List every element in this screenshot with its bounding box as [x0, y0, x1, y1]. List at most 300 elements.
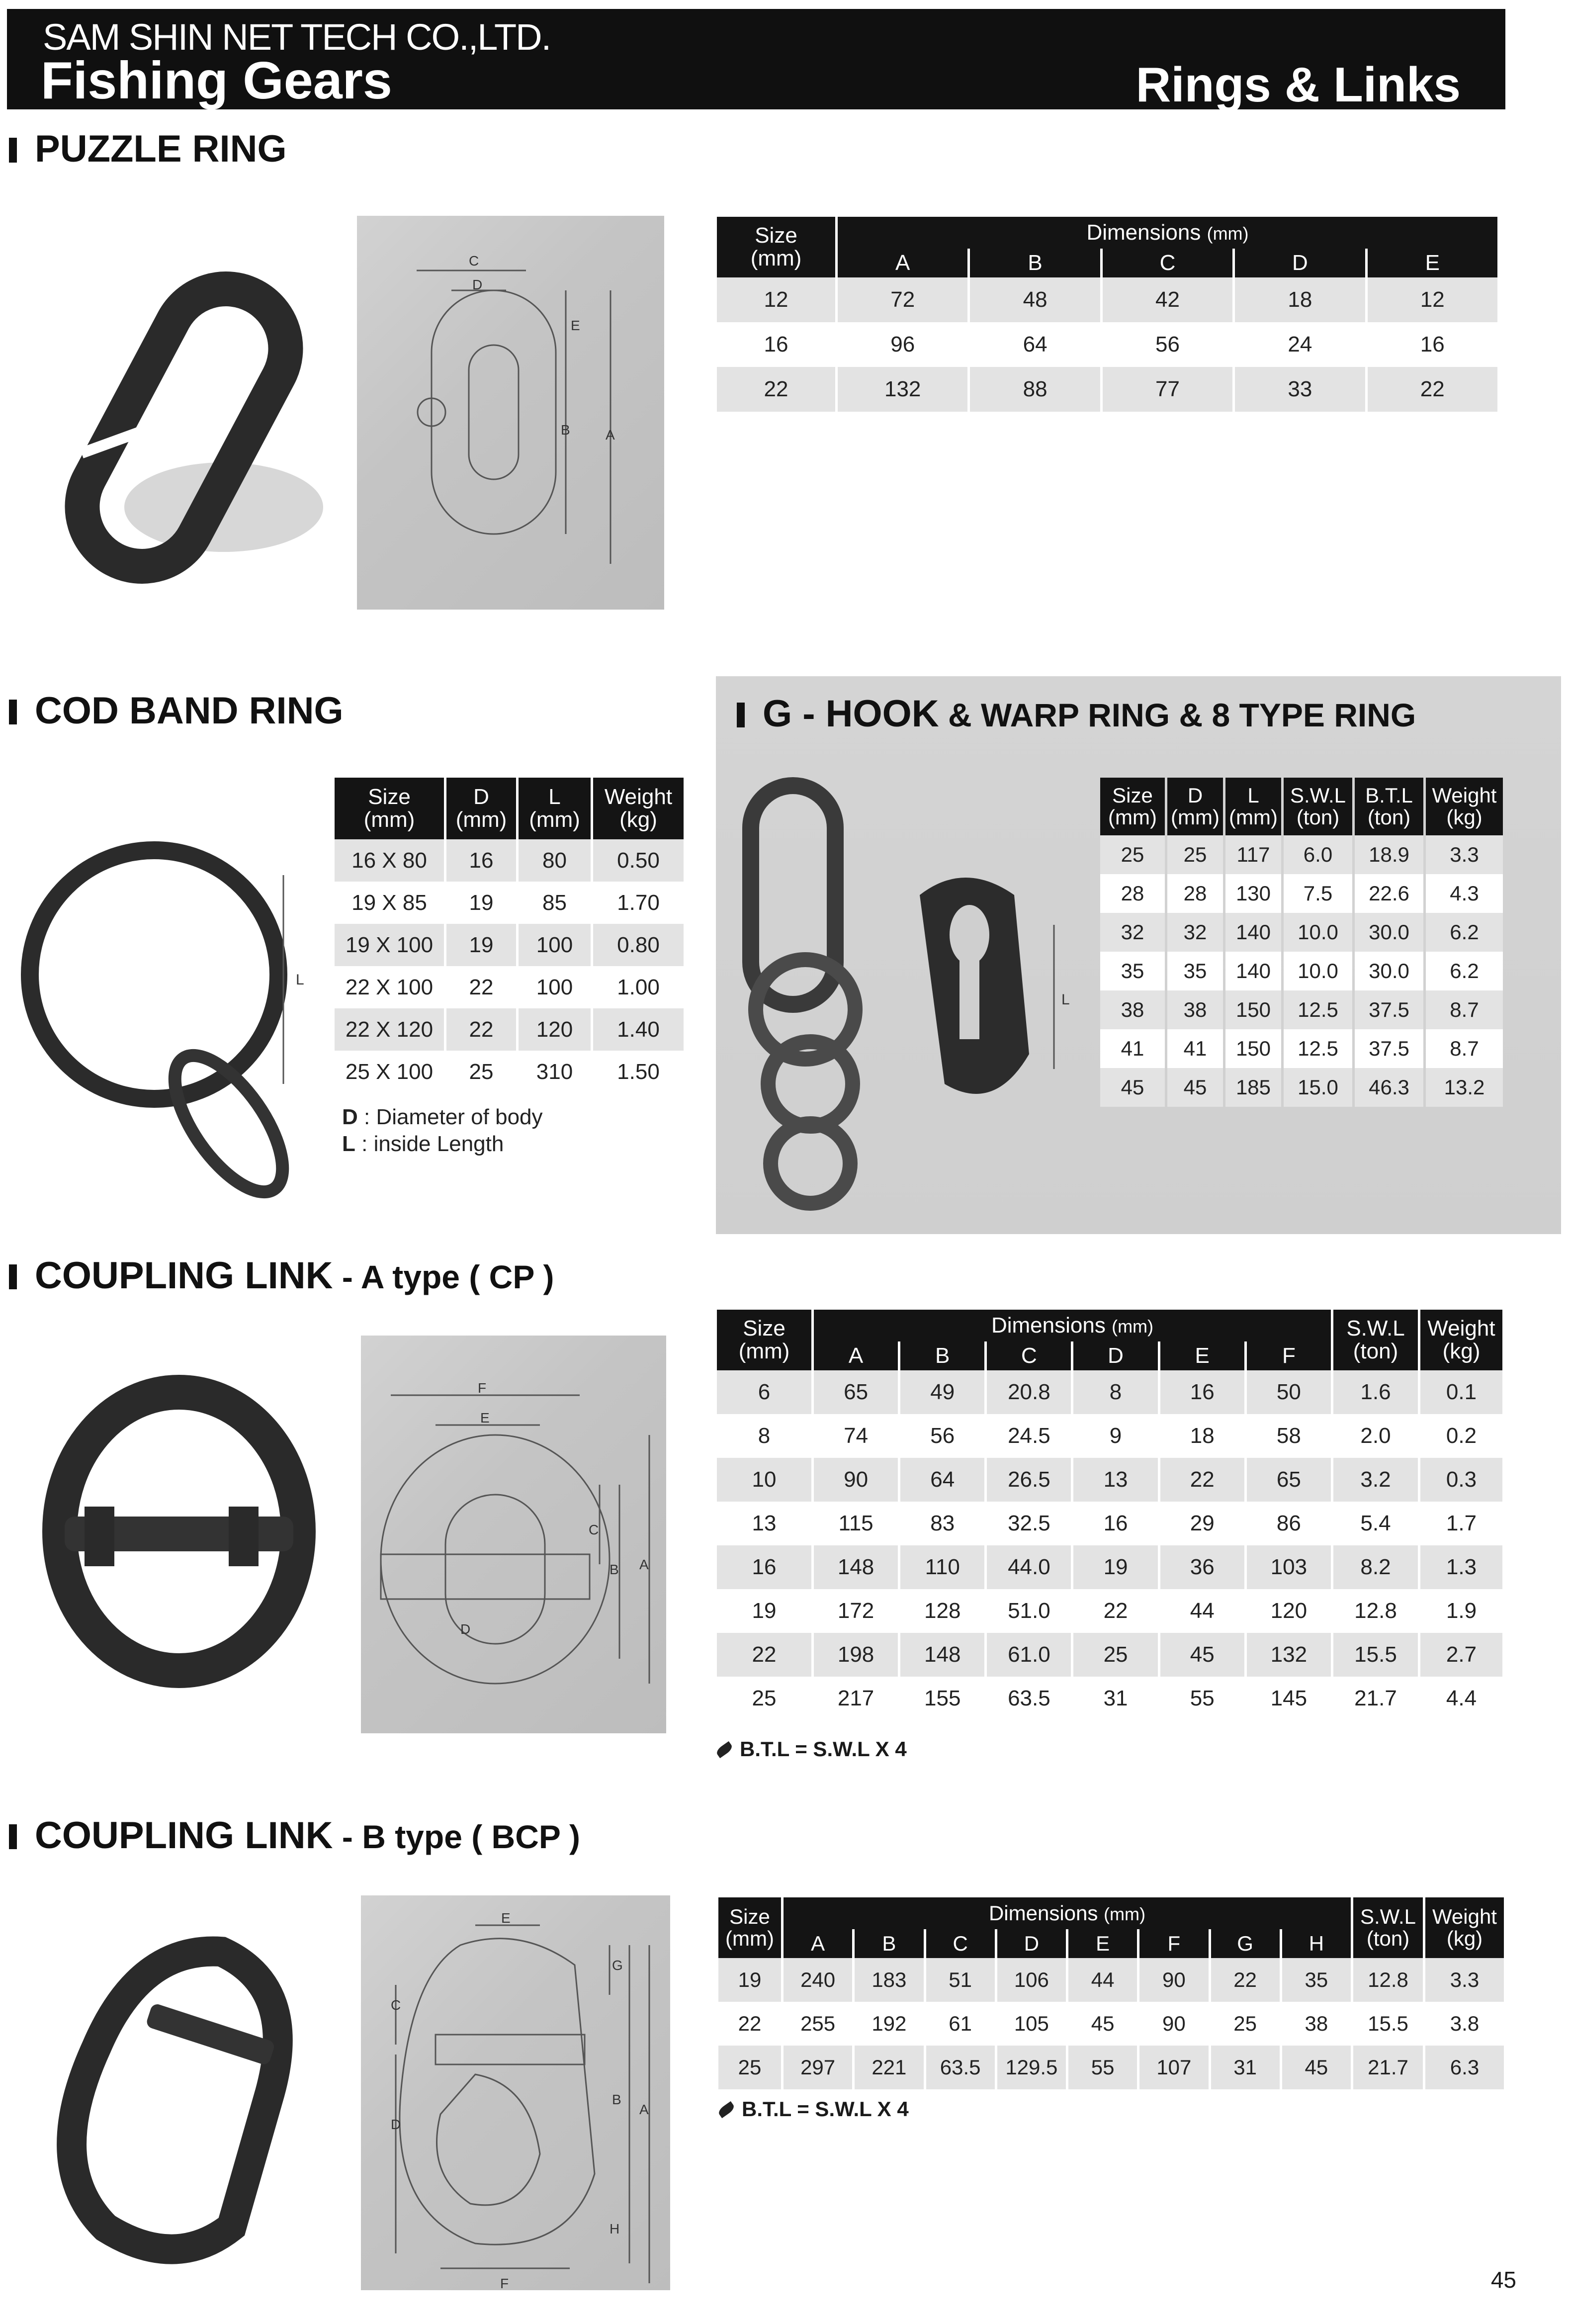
table-cell: 22 — [1211, 1958, 1280, 2002]
table-cell: 5.4 — [1333, 1502, 1418, 1545]
dim-label-e: E — [480, 1410, 490, 1426]
table-cell: 22 — [1160, 1458, 1244, 1502]
table-cell: 1.6 — [1333, 1370, 1418, 1414]
table-cell: 96 — [838, 322, 967, 367]
table-row — [1100, 1068, 1503, 1107]
table-row — [335, 839, 684, 882]
table-cell: 55 — [1068, 2046, 1137, 2089]
table-cell: 33 — [1235, 367, 1365, 412]
puzzle-ring-photo — [35, 249, 333, 607]
puzzle-ring-drawing — [357, 216, 664, 610]
table-cell: 32.5 — [987, 1502, 1071, 1545]
table-row — [717, 1633, 1502, 1677]
table-cell: 8.7 — [1426, 990, 1503, 1029]
table-cell: 10.0 — [1284, 913, 1352, 952]
table-cell: 41 — [1100, 1029, 1165, 1068]
table-cell: 3.2 — [1333, 1458, 1418, 1502]
table-cell: 18 — [1160, 1414, 1244, 1458]
table-cell: 44 — [1068, 1958, 1137, 2002]
table-cell: 51 — [926, 1958, 995, 2002]
table-cell: 19 X 85 — [335, 882, 444, 924]
table-cell: 19 — [446, 882, 516, 924]
table-cell: 19 — [1073, 1545, 1157, 1589]
leaf-bullet-icon — [715, 1741, 734, 1758]
col-header-a: A — [814, 1341, 898, 1370]
table-cell: 46.3 — [1355, 1068, 1423, 1107]
table-cell: 45 — [1160, 1633, 1244, 1677]
col-header-dimensions: Dimensions (mm) — [784, 1897, 1351, 1929]
dim-label-b: B — [561, 422, 570, 438]
dim-label-c: C — [391, 1997, 401, 2013]
table-cell: 44.0 — [987, 1545, 1071, 1589]
table-cell: 198 — [814, 1633, 898, 1677]
dim-label-b: B — [612, 2092, 621, 2107]
table-cell: 13 — [1073, 1458, 1157, 1502]
table-row — [335, 1008, 684, 1051]
table-cell: 37.5 — [1355, 1029, 1423, 1068]
table-cell: 12.8 — [1333, 1589, 1418, 1633]
table-cell: 1.7 — [1420, 1502, 1502, 1545]
table-row — [717, 1677, 1502, 1720]
table-cell: 83 — [900, 1502, 984, 1545]
section-title-coupling-b: COUPLING LINK - B type ( BCP ) — [9, 1814, 580, 1857]
table-cell: 16 X 80 — [335, 839, 444, 882]
table-cell: 148 — [814, 1545, 898, 1589]
table-cell: 240 — [784, 1958, 852, 2002]
table-row — [335, 1051, 684, 1093]
table-cell: 1.00 — [593, 966, 684, 1008]
table-cell: 18 — [1235, 277, 1365, 322]
page-number: 45 — [1490, 2267, 1516, 2293]
dim-label-d: D — [472, 277, 483, 292]
dim-label-g: G — [612, 1958, 623, 1973]
table-cell: 150 — [1225, 990, 1281, 1029]
table-cell: 12 — [1368, 277, 1497, 322]
table-row — [718, 1958, 1504, 2002]
table-cell: 16 — [717, 1545, 811, 1589]
table-cell: 16 — [717, 322, 835, 367]
table-cell: 29 — [1160, 1502, 1244, 1545]
table-cell: 12.5 — [1284, 1029, 1352, 1068]
col-header-e: E — [1068, 1929, 1137, 1958]
col-header-d: D — [1073, 1341, 1157, 1370]
col-header-f: F — [1247, 1341, 1331, 1370]
table-cell: 128 — [900, 1589, 984, 1633]
table-cell: 1.9 — [1420, 1589, 1502, 1633]
dim-label-e: E — [501, 1910, 511, 1926]
dim-label-c: C — [469, 253, 479, 268]
table-cell: 3.8 — [1425, 2002, 1504, 2046]
table-cell: 4.3 — [1426, 874, 1503, 913]
table-cell: 48 — [970, 277, 1100, 322]
table-cell: 22 — [718, 2002, 781, 2046]
table-cell: 7.5 — [1284, 874, 1352, 913]
table-cell: 13 — [717, 1502, 811, 1545]
table-cell: 35 — [1282, 1958, 1351, 2002]
table-cell: 22.6 — [1355, 874, 1423, 913]
col-header-c: C — [926, 1929, 995, 1958]
table-cell: 172 — [814, 1589, 898, 1633]
table-cell: 22 — [717, 1633, 811, 1677]
table-cell: 90 — [1139, 1958, 1208, 2002]
table-cell: 22 — [1073, 1589, 1157, 1633]
table-row — [717, 1589, 1502, 1633]
table-cell: 107 — [1139, 2046, 1208, 2089]
table-cell: 6.0 — [1284, 835, 1352, 874]
col-header-size: Size (mm) — [717, 1310, 811, 1370]
table-cell: 117 — [1225, 835, 1281, 874]
page-header — [7, 9, 1505, 112]
table-cell: 45 — [1282, 2046, 1351, 2089]
dim-label-a: A — [639, 1557, 649, 1572]
table-cell: 148 — [900, 1633, 984, 1677]
table-cell: 3.3 — [1426, 835, 1503, 874]
table-cell: 25 — [446, 1051, 516, 1093]
table-cell: 1.50 — [593, 1051, 684, 1093]
table-cell: 74 — [814, 1414, 898, 1458]
table-cell: 32 — [1167, 913, 1223, 952]
table-cell: 1.3 — [1420, 1545, 1502, 1589]
table-cell: 38 — [1100, 990, 1165, 1029]
table-cell: 6.2 — [1426, 913, 1503, 952]
col-header-h: H — [1282, 1929, 1351, 1958]
table-cell: 88 — [970, 367, 1100, 412]
table-cell: 16 — [446, 839, 516, 882]
col-header-weight: Weight (kg) — [1420, 1310, 1502, 1370]
col-header-b: B — [900, 1341, 984, 1370]
table-cell: 25 X 100 — [335, 1051, 444, 1093]
table-cell: 20.8 — [987, 1370, 1071, 1414]
dim-label-f: F — [500, 2276, 509, 2290]
section-bar-icon — [737, 703, 745, 727]
col-header-size: Size (mm) — [1100, 778, 1165, 835]
table-cell: 0.80 — [593, 924, 684, 966]
table-cell: 50 — [1247, 1370, 1331, 1414]
dim-label-l: L — [296, 972, 304, 988]
table-cell: 22 — [717, 367, 835, 412]
table-cell: 85 — [519, 882, 591, 924]
table-cell: 140 — [1225, 913, 1281, 952]
dim-label-d: D — [460, 1621, 471, 1637]
table-row — [1100, 913, 1503, 952]
table-cell: 30.0 — [1355, 952, 1423, 990]
col-header-f: F — [1139, 1929, 1208, 1958]
table-cell: 61.0 — [987, 1633, 1071, 1677]
table-cell: 140 — [1225, 952, 1281, 990]
table-cell: 25 — [1167, 835, 1223, 874]
table-cell: 90 — [1139, 2002, 1208, 2046]
table-cell: 10.0 — [1284, 952, 1352, 990]
table-row — [717, 1502, 1502, 1545]
table-row — [335, 882, 684, 924]
col-header-d: D — [997, 1929, 1066, 1958]
table-row — [717, 1545, 1502, 1589]
table-cell: 45 — [1100, 1068, 1165, 1107]
table-cell: 58 — [1247, 1414, 1331, 1458]
table-cell: 26.5 — [987, 1458, 1071, 1502]
table-cell: 45 — [1167, 1068, 1223, 1107]
table-cell: 21.7 — [1353, 2046, 1423, 2089]
col-header-a: A — [784, 1929, 852, 1958]
table-cell: 150 — [1225, 1029, 1281, 1068]
table-cell: 25 — [717, 1677, 811, 1720]
section-title-puzzle-ring — [9, 127, 287, 171]
col-header-btl: B.T.L (ton) — [1355, 778, 1423, 835]
table-cell: 192 — [855, 2002, 923, 2046]
cod-note-d: D : Diameter of body — [342, 1105, 543, 1129]
table-cell: 100 — [519, 924, 591, 966]
dim-label-a: A — [639, 2102, 649, 2117]
table-cell: 22 — [1368, 367, 1497, 412]
table-cell: 21.7 — [1333, 1677, 1418, 1720]
coupling-a-table — [714, 1310, 1505, 1720]
table-cell: 25 — [718, 2046, 781, 2089]
table-cell: 61 — [926, 2002, 995, 2046]
table-cell: 15.5 — [1353, 2002, 1423, 2046]
table-cell: 38 — [1167, 990, 1223, 1029]
col-header-size: Size (mm) — [718, 1897, 781, 1958]
table-cell: 6.3 — [1425, 2046, 1504, 2089]
table-cell: 2.0 — [1333, 1414, 1418, 1458]
table-cell: 55 — [1160, 1677, 1244, 1720]
col-header-b: B — [970, 249, 1100, 277]
table-cell: 16 — [1160, 1370, 1244, 1414]
col-header-swl: S.W.L (ton) — [1333, 1310, 1418, 1370]
table-cell: 28 — [1167, 874, 1223, 913]
table-cell: 12.5 — [1284, 990, 1352, 1029]
cod-band-ring-photo — [5, 825, 323, 1213]
col-header-d: D (mm) — [446, 778, 516, 839]
table-cell: 24.5 — [987, 1414, 1071, 1458]
table-cell: 100 — [519, 966, 591, 1008]
table-cell: 64 — [970, 322, 1100, 367]
dim-label-h: H — [610, 2221, 620, 2236]
cod-note-l: L : inside Length — [342, 1132, 504, 1156]
table-row — [335, 966, 684, 1008]
col-header-size: Size (mm) — [717, 217, 835, 277]
section-title-coupling-a: COUPLING LINK - A type ( CP ) — [9, 1254, 554, 1297]
col-header-d: D — [1235, 249, 1365, 277]
table-cell: 15.0 — [1284, 1068, 1352, 1107]
table-cell: 155 — [900, 1677, 984, 1720]
table-cell: 8.7 — [1426, 1029, 1503, 1068]
dim-label-d: D — [391, 2117, 401, 2132]
table-cell: 8 — [717, 1414, 811, 1458]
col-header-d: D (mm) — [1167, 778, 1223, 835]
table-cell: 10 — [717, 1458, 811, 1502]
col-header-dimensions: Dimensions (mm) — [838, 217, 1497, 249]
table-cell: 19 — [718, 1958, 781, 2002]
table-cell: 22 — [446, 966, 516, 1008]
table-cell: 31 — [1211, 2046, 1280, 2089]
table-cell: 35 — [1100, 952, 1165, 990]
table-cell: 51.0 — [987, 1589, 1071, 1633]
category-title: Rings & Links — [1135, 57, 1461, 112]
dim-label-b: B — [610, 1562, 619, 1577]
table-cell: 129.5 — [997, 2046, 1066, 2089]
table-row — [1100, 952, 1503, 990]
table-cell: 90 — [814, 1458, 898, 1502]
table-cell: 13.2 — [1426, 1068, 1503, 1107]
table-cell: 16 — [1073, 1502, 1157, 1545]
col-header-weight: Weight (kg) — [1425, 1897, 1504, 1958]
table-row — [1100, 1029, 1503, 1068]
table-row — [718, 2046, 1504, 2089]
coupling-a-btl-note: B.T.L = S.W.L X 4 — [716, 1737, 907, 1761]
leaf-bullet-icon — [717, 2101, 736, 2118]
table-cell: 28 — [1100, 874, 1165, 913]
col-header-c: C — [1103, 249, 1232, 277]
section-title-text: PUZZLE RING — [35, 128, 287, 170]
col-header-weight: Weight (kg) — [1426, 778, 1503, 835]
coupling-b-table — [716, 1897, 1506, 2089]
table-row — [717, 277, 1497, 322]
table-cell: 12 — [717, 277, 835, 322]
table-cell: 44 — [1160, 1589, 1244, 1633]
table-row — [717, 1458, 1502, 1502]
table-cell: 105 — [997, 2002, 1066, 2046]
table-cell: 132 — [838, 367, 967, 412]
table-cell: 8 — [1073, 1370, 1157, 1414]
table-cell: 1.70 — [593, 882, 684, 924]
table-cell: 120 — [519, 1008, 591, 1051]
table-cell: 80 — [519, 839, 591, 882]
table-cell: 12.8 — [1353, 1958, 1423, 2002]
table-row — [717, 367, 1497, 412]
g-hook-photo — [736, 776, 1094, 1213]
table-cell: 77 — [1103, 367, 1232, 412]
table-cell: 145 — [1247, 1677, 1331, 1720]
table-cell: 19 X 100 — [335, 924, 444, 966]
table-cell: 185 — [1225, 1068, 1281, 1107]
table-cell: 18.9 — [1355, 835, 1423, 874]
table-cell: 42 — [1103, 277, 1232, 322]
table-row — [717, 1414, 1502, 1458]
table-cell: 49 — [900, 1370, 984, 1414]
dim-label-e: E — [571, 318, 580, 333]
table-cell: 221 — [855, 2046, 923, 2089]
col-header-g: G — [1211, 1929, 1280, 1958]
col-header-c: C — [987, 1341, 1071, 1370]
table-cell: 16 — [1368, 322, 1497, 367]
table-cell: 106 — [997, 1958, 1066, 2002]
table-cell: 6 — [717, 1370, 811, 1414]
table-cell: 38 — [1282, 2002, 1351, 2046]
table-cell: 56 — [900, 1414, 984, 1458]
section-title-g-hook: G - HOOK & WARP RING & 8 TYPE RING — [737, 692, 1416, 735]
table-cell: 1.40 — [593, 1008, 684, 1051]
company-name: SAM SHIN NET TECH CO.,LTD. — [43, 16, 551, 58]
coupling-a-photo — [10, 1372, 328, 1720]
table-cell: 15.5 — [1333, 1633, 1418, 1677]
col-header-l: L (mm) — [519, 778, 591, 839]
table-cell: 22 X 120 — [335, 1008, 444, 1051]
table-row — [1100, 874, 1503, 913]
section-bar-icon — [9, 700, 17, 724]
table-cell: 41 — [1167, 1029, 1223, 1068]
coupling-b-drawing — [361, 1895, 670, 2290]
table-cell: 19 — [717, 1589, 811, 1633]
cod-band-ring-table — [332, 778, 686, 1093]
table-cell: 22 X 100 — [335, 966, 444, 1008]
table-row — [717, 322, 1497, 367]
table-cell: 297 — [784, 2046, 852, 2089]
puzzle-ring-table — [714, 217, 1500, 412]
table-row — [717, 1370, 1502, 1414]
table-cell: 19 — [446, 924, 516, 966]
col-header-a: A — [838, 249, 967, 277]
table-cell: 25 — [1100, 835, 1165, 874]
dim-label-c: C — [589, 1522, 599, 1537]
dim-label-l: L — [1061, 991, 1070, 1008]
table-cell: 103 — [1247, 1545, 1331, 1589]
table-cell: 8.2 — [1333, 1545, 1418, 1589]
table-cell: 120 — [1247, 1589, 1331, 1633]
table-cell: 24 — [1235, 322, 1365, 367]
col-header-size: Size (mm) — [335, 778, 444, 839]
col-header-dimensions: Dimensions (mm) — [814, 1310, 1331, 1341]
table-cell: 36 — [1160, 1545, 1244, 1589]
coupling-b-btl-note: B.T.L = S.W.L X 4 — [718, 2097, 909, 2121]
col-header-e: E — [1160, 1341, 1244, 1370]
section-title-cod-band-ring — [9, 689, 344, 732]
dim-label-f: F — [478, 1380, 487, 1396]
table-cell: 37.5 — [1355, 990, 1423, 1029]
table-cell: 6.2 — [1426, 952, 1503, 990]
table-cell: 110 — [900, 1545, 984, 1589]
col-header-b: B — [855, 1929, 923, 1958]
table-cell: 310 — [519, 1051, 591, 1093]
table-row — [335, 924, 684, 966]
section-bar-icon — [9, 1264, 17, 1289]
col-header-swl: S.W.L (ton) — [1353, 1897, 1423, 1958]
coupling-a-drawing — [361, 1336, 666, 1733]
table-row — [718, 2002, 1504, 2046]
table-cell: 3.3 — [1425, 1958, 1504, 2002]
col-header-swl: S.W.L (ton) — [1284, 778, 1352, 835]
table-cell: 9 — [1073, 1414, 1157, 1458]
g-hook-table — [1098, 778, 1505, 1107]
table-cell: 0.3 — [1420, 1458, 1502, 1502]
table-cell: 72 — [838, 277, 967, 322]
table-cell: 65 — [814, 1370, 898, 1414]
table-cell: 255 — [784, 2002, 852, 2046]
table-cell: 0.1 — [1420, 1370, 1502, 1414]
table-cell: 25 — [1073, 1633, 1157, 1677]
col-header-l: L (mm) — [1225, 778, 1281, 835]
section-bar-icon — [9, 1824, 17, 1849]
table-cell: 64 — [900, 1458, 984, 1502]
table-cell: 45 — [1068, 2002, 1137, 2046]
table-cell: 4.4 — [1420, 1677, 1502, 1720]
table-cell: 217 — [814, 1677, 898, 1720]
table-cell: 2.7 — [1420, 1633, 1502, 1677]
table-cell: 63.5 — [926, 2046, 995, 2089]
table-row — [1100, 990, 1503, 1029]
section-title-text: COD BAND RING — [35, 690, 344, 732]
col-header-e: E — [1368, 249, 1497, 277]
table-row — [1100, 835, 1503, 874]
table-cell: 63.5 — [987, 1677, 1071, 1720]
catalog-title: Fishing Gears — [41, 51, 392, 110]
table-cell: 35 — [1167, 952, 1223, 990]
table-cell: 0.2 — [1420, 1414, 1502, 1458]
table-cell: 115 — [814, 1502, 898, 1545]
table-cell: 0.50 — [593, 839, 684, 882]
table-cell: 31 — [1073, 1677, 1157, 1720]
table-cell: 56 — [1103, 322, 1232, 367]
col-header-weight: Weight (kg) — [593, 778, 684, 839]
